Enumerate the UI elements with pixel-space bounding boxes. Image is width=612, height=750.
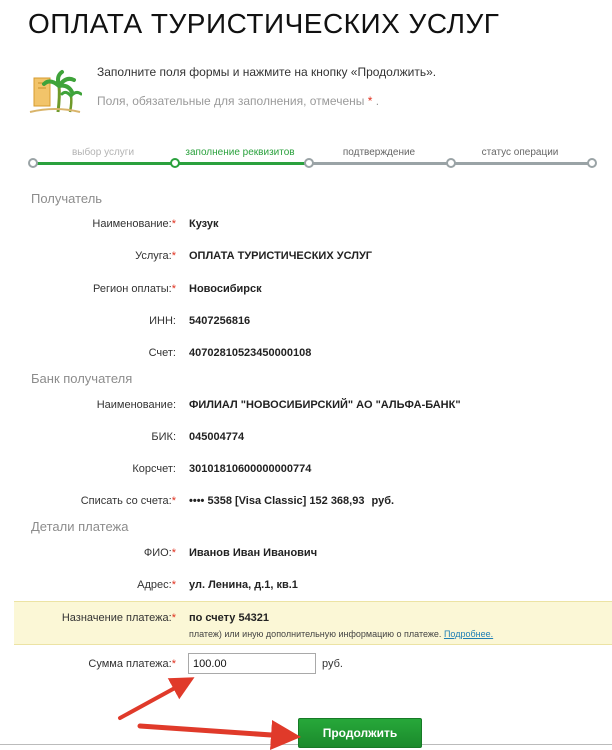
purpose-hint: платеж) или иную дополнительную информацию о платеже. Подробнее. [189,629,494,639]
recipient-name-label: Наименование:* [92,218,176,230]
amount-label: Сумма платежа:* [88,658,176,670]
page-title: ОПЛАТА ТУРИСТИЧЕСКИХ УСЛУГ [28,8,500,39]
step-label-select-service: выбор услуги [71,147,135,158]
section-payment-details: Детали платежа [31,519,129,534]
corr-account-value: 30101810600000000774 [189,463,312,475]
inn-value: 5407256816 [189,315,251,327]
step-label-confirmation: подтверждение [342,147,416,158]
bank-name-label: Наименование: [96,399,176,411]
step-dot-4 [446,158,456,168]
step-dot-5 [587,158,597,168]
required-mark: * [367,94,373,108]
debit-account-label: Списать со счета:* [80,495,176,507]
region-value: Новосибирск [189,283,262,295]
corr-account-label: Корсчет: [132,463,176,475]
step-dot-3 [304,158,314,168]
bank-name-value: ФИЛИАЛ "НОВОСИБИРСКИЙ" АО "АЛЬФА-БАНК" [189,399,461,411]
step-line-2 [173,162,307,165]
step-line-1 [32,162,173,165]
bik-value: 045004774 [189,431,245,443]
service-value: ОПЛАТА ТУРИСТИЧЕСКИХ УСЛУГ [189,250,373,262]
form-instruction: Заполните поля формы и нажмите на кнопку «Продолжить». [97,65,437,79]
step-label-fill-details: заполнение реквизитов [185,147,295,158]
address-label: Адрес:* [137,579,176,591]
address-value[interactable]: ул. Ленина, д.1, кв.1 [189,579,298,591]
service-label: Услуга:* [135,250,176,262]
section-bank: Банк получателя [31,371,133,386]
continue-button[interactable]: Продолжить [298,718,422,748]
purpose-value[interactable]: по счету 54321 [189,612,270,624]
required-note: Поля, обязательные для заполнения, отмечены * . [97,94,380,108]
palm-trees-icon [28,68,82,114]
card-currency: руб. [371,495,395,507]
arrow-to-amount-icon [120,683,184,718]
fio-label: ФИО:* [143,547,176,559]
account-value: 40702810523450000108 [189,347,312,359]
amount-input[interactable] [188,653,316,674]
card-number: •••• 5358 [189,495,232,507]
step-dot-2 [170,158,180,168]
recipient-name-value: Кузук [189,218,219,230]
step-label-operation-status: статус операции [481,147,559,158]
arrow-to-continue-icon [140,726,286,736]
step-dot-1 [28,158,38,168]
fio-value[interactable]: Иванов Иван Иванович [189,547,318,559]
account-label: Счет: [148,347,176,359]
inn-label: ИНН: [149,315,176,327]
amount-currency: руб. [322,658,343,670]
bik-label: БИК: [151,431,176,443]
region-label: Регион оплаты:* [92,283,176,295]
card-type: [Visa Classic] [235,495,307,507]
progress-steps [28,147,594,177]
debit-account-select[interactable] [189,495,394,507]
more-info-link[interactable]: Подробнее. [443,629,494,639]
purpose-label: Назначение платежа:* [61,612,176,624]
section-recipient: Получатель [31,191,103,206]
card-balance: 152 368,93 [309,495,365,507]
